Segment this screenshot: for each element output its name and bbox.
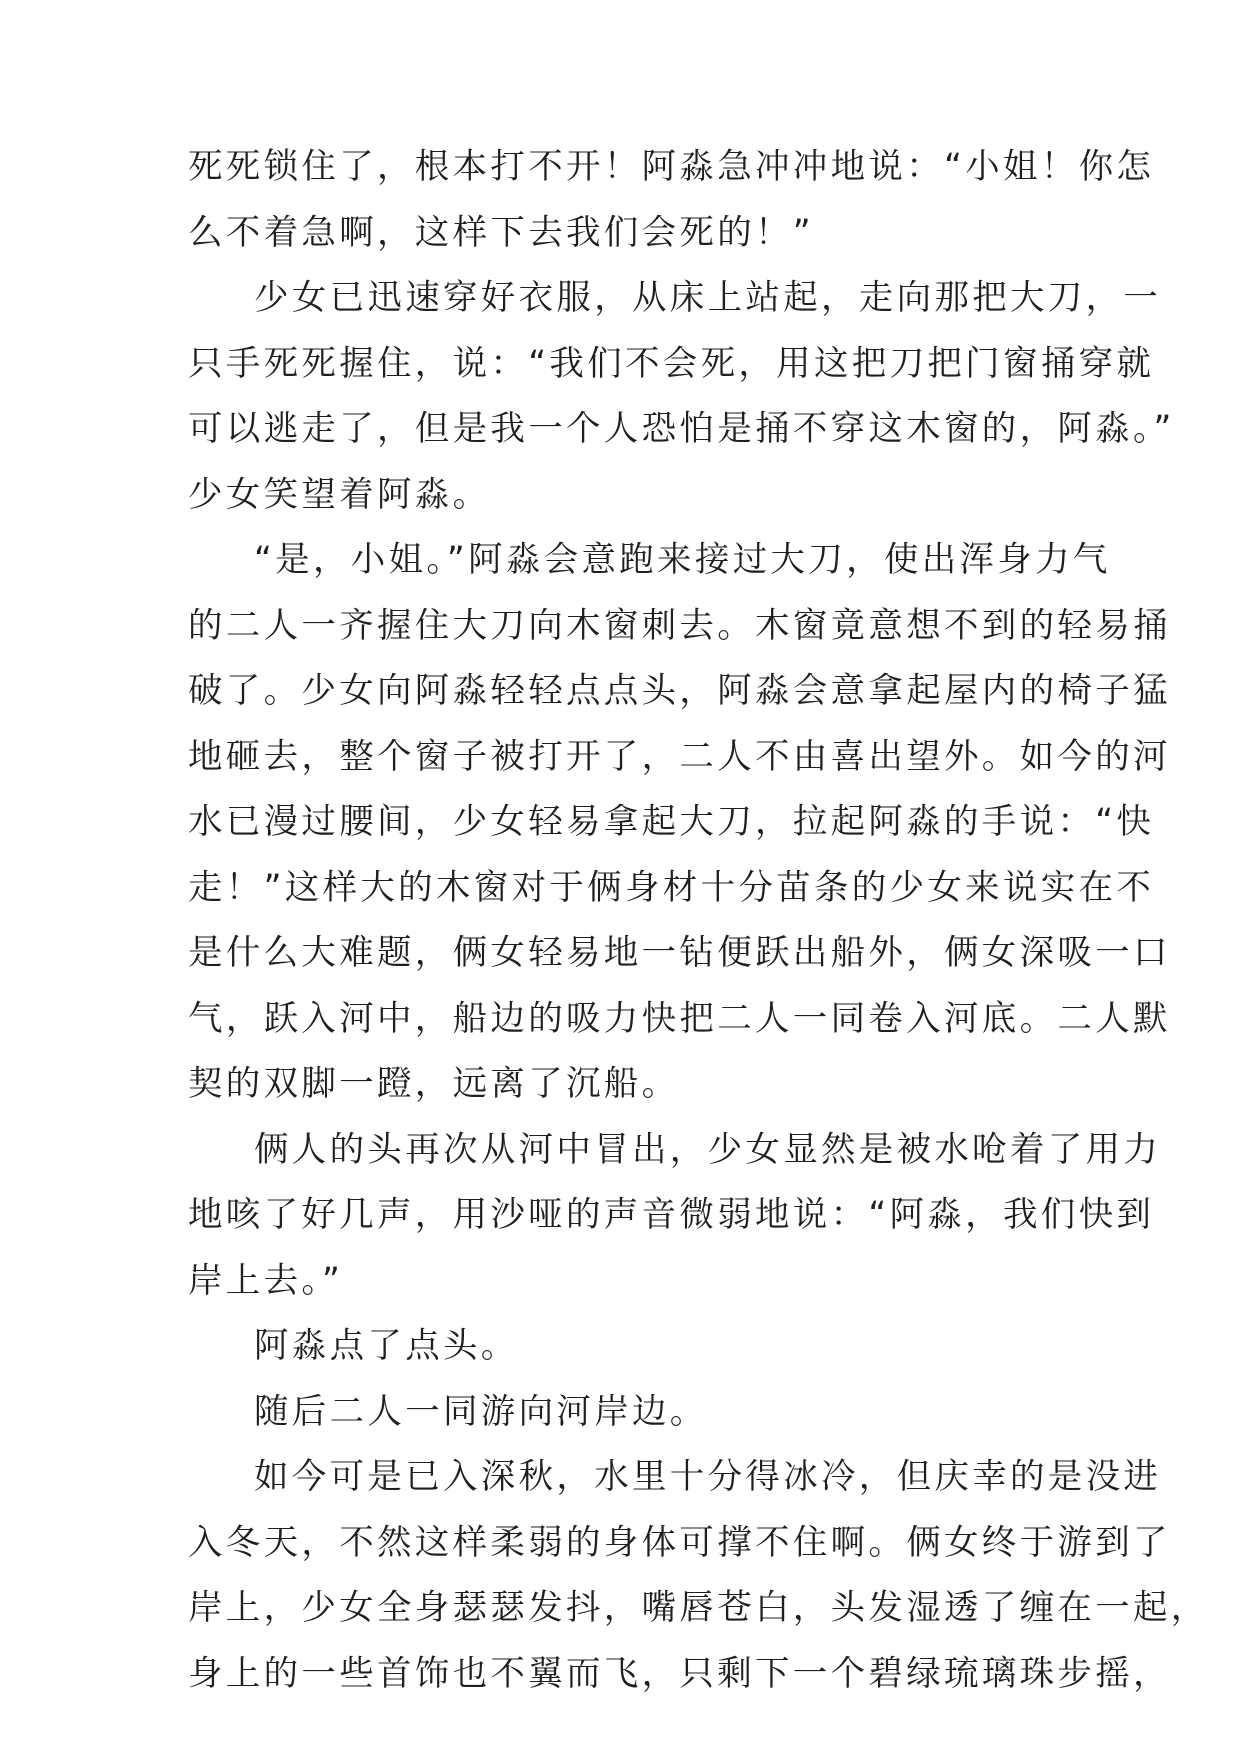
- text-line: 可以逃走了，但是我一个人恐怕是捅不穿这木窗的，阿淼。”: [188, 409, 1175, 449]
- text-line: 水已漫过腰间，少女轻易拿起大刀，拉起阿淼的手说：“快: [188, 802, 1155, 842]
- text-line: 俩人的头再次从河中冒出，少女显然是被水呛着了用力: [254, 1130, 1162, 1170]
- text-line: 是什么大难题，俩女轻易地一钻便跃出船外，俩女深吸一口: [188, 933, 1171, 973]
- text-line: 只手死死握住，说：“我们不会死，用这把刀把门窗捅穿就: [188, 344, 1155, 384]
- text-line: 随后二人一同游向河岸边。: [254, 1392, 708, 1432]
- text-line: 么不着急啊，这样下去我们会死的！”: [188, 213, 814, 253]
- text-line: 地砸去，整个窗子被打开了，二人不由喜出望外。如今的河: [188, 737, 1171, 777]
- text-line: 地咳了好几声，用沙哑的声音微弱地说：“阿淼，我们快到: [188, 1195, 1155, 1235]
- text-line: 气，跃入河中，船边的吸力快把二人一同卷入河底。二人默: [188, 999, 1171, 1039]
- text-line: 破了。少女向阿淼轻轻点点头，阿淼会意拿起屋内的椅子猛: [188, 671, 1171, 711]
- text-line: 的二人一齐握住大刀向木窗刺去。木窗竟意想不到的轻易捅: [188, 606, 1171, 646]
- text-line: 入冬天，不然这样柔弱的身体可撑不住啊。俩女终于游到了: [188, 1523, 1171, 1563]
- text-line: 阿淼点了点头。: [254, 1326, 519, 1366]
- text-line: 死死锁住了，根本打不开！阿淼急冲冲地说：“小姐！你怎: [188, 147, 1155, 187]
- text-line: 如今可是已入深秋，水里十分得冰冷，但庆幸的是没进: [254, 1457, 1162, 1497]
- text-line: 岸上，少女全身瑟瑟发抖，嘴唇苍白，头发湿透了缠在一起，: [188, 1588, 1209, 1628]
- text-line: 身上的一些首饰也不翼而飞，只剩下一个碧绿琉璃珠步摇，: [188, 1654, 1171, 1694]
- text-line: 少女已迅速穿好衣服，从床上站起，走向那把大刀，一: [254, 278, 1162, 318]
- text-line: “是，小姐。”阿淼会意跑来接过大刀，使出浑身力气: [254, 540, 1111, 580]
- text-line: 岸上去。”: [188, 1261, 344, 1301]
- text-line: 走！”这样大的木窗对于俩身材十分苗条的少女来说实在不: [188, 868, 1155, 908]
- text-line: 少女笑望着阿淼。: [188, 475, 491, 515]
- text-line: 契的双脚一蹬，远离了沉船。: [188, 1064, 680, 1104]
